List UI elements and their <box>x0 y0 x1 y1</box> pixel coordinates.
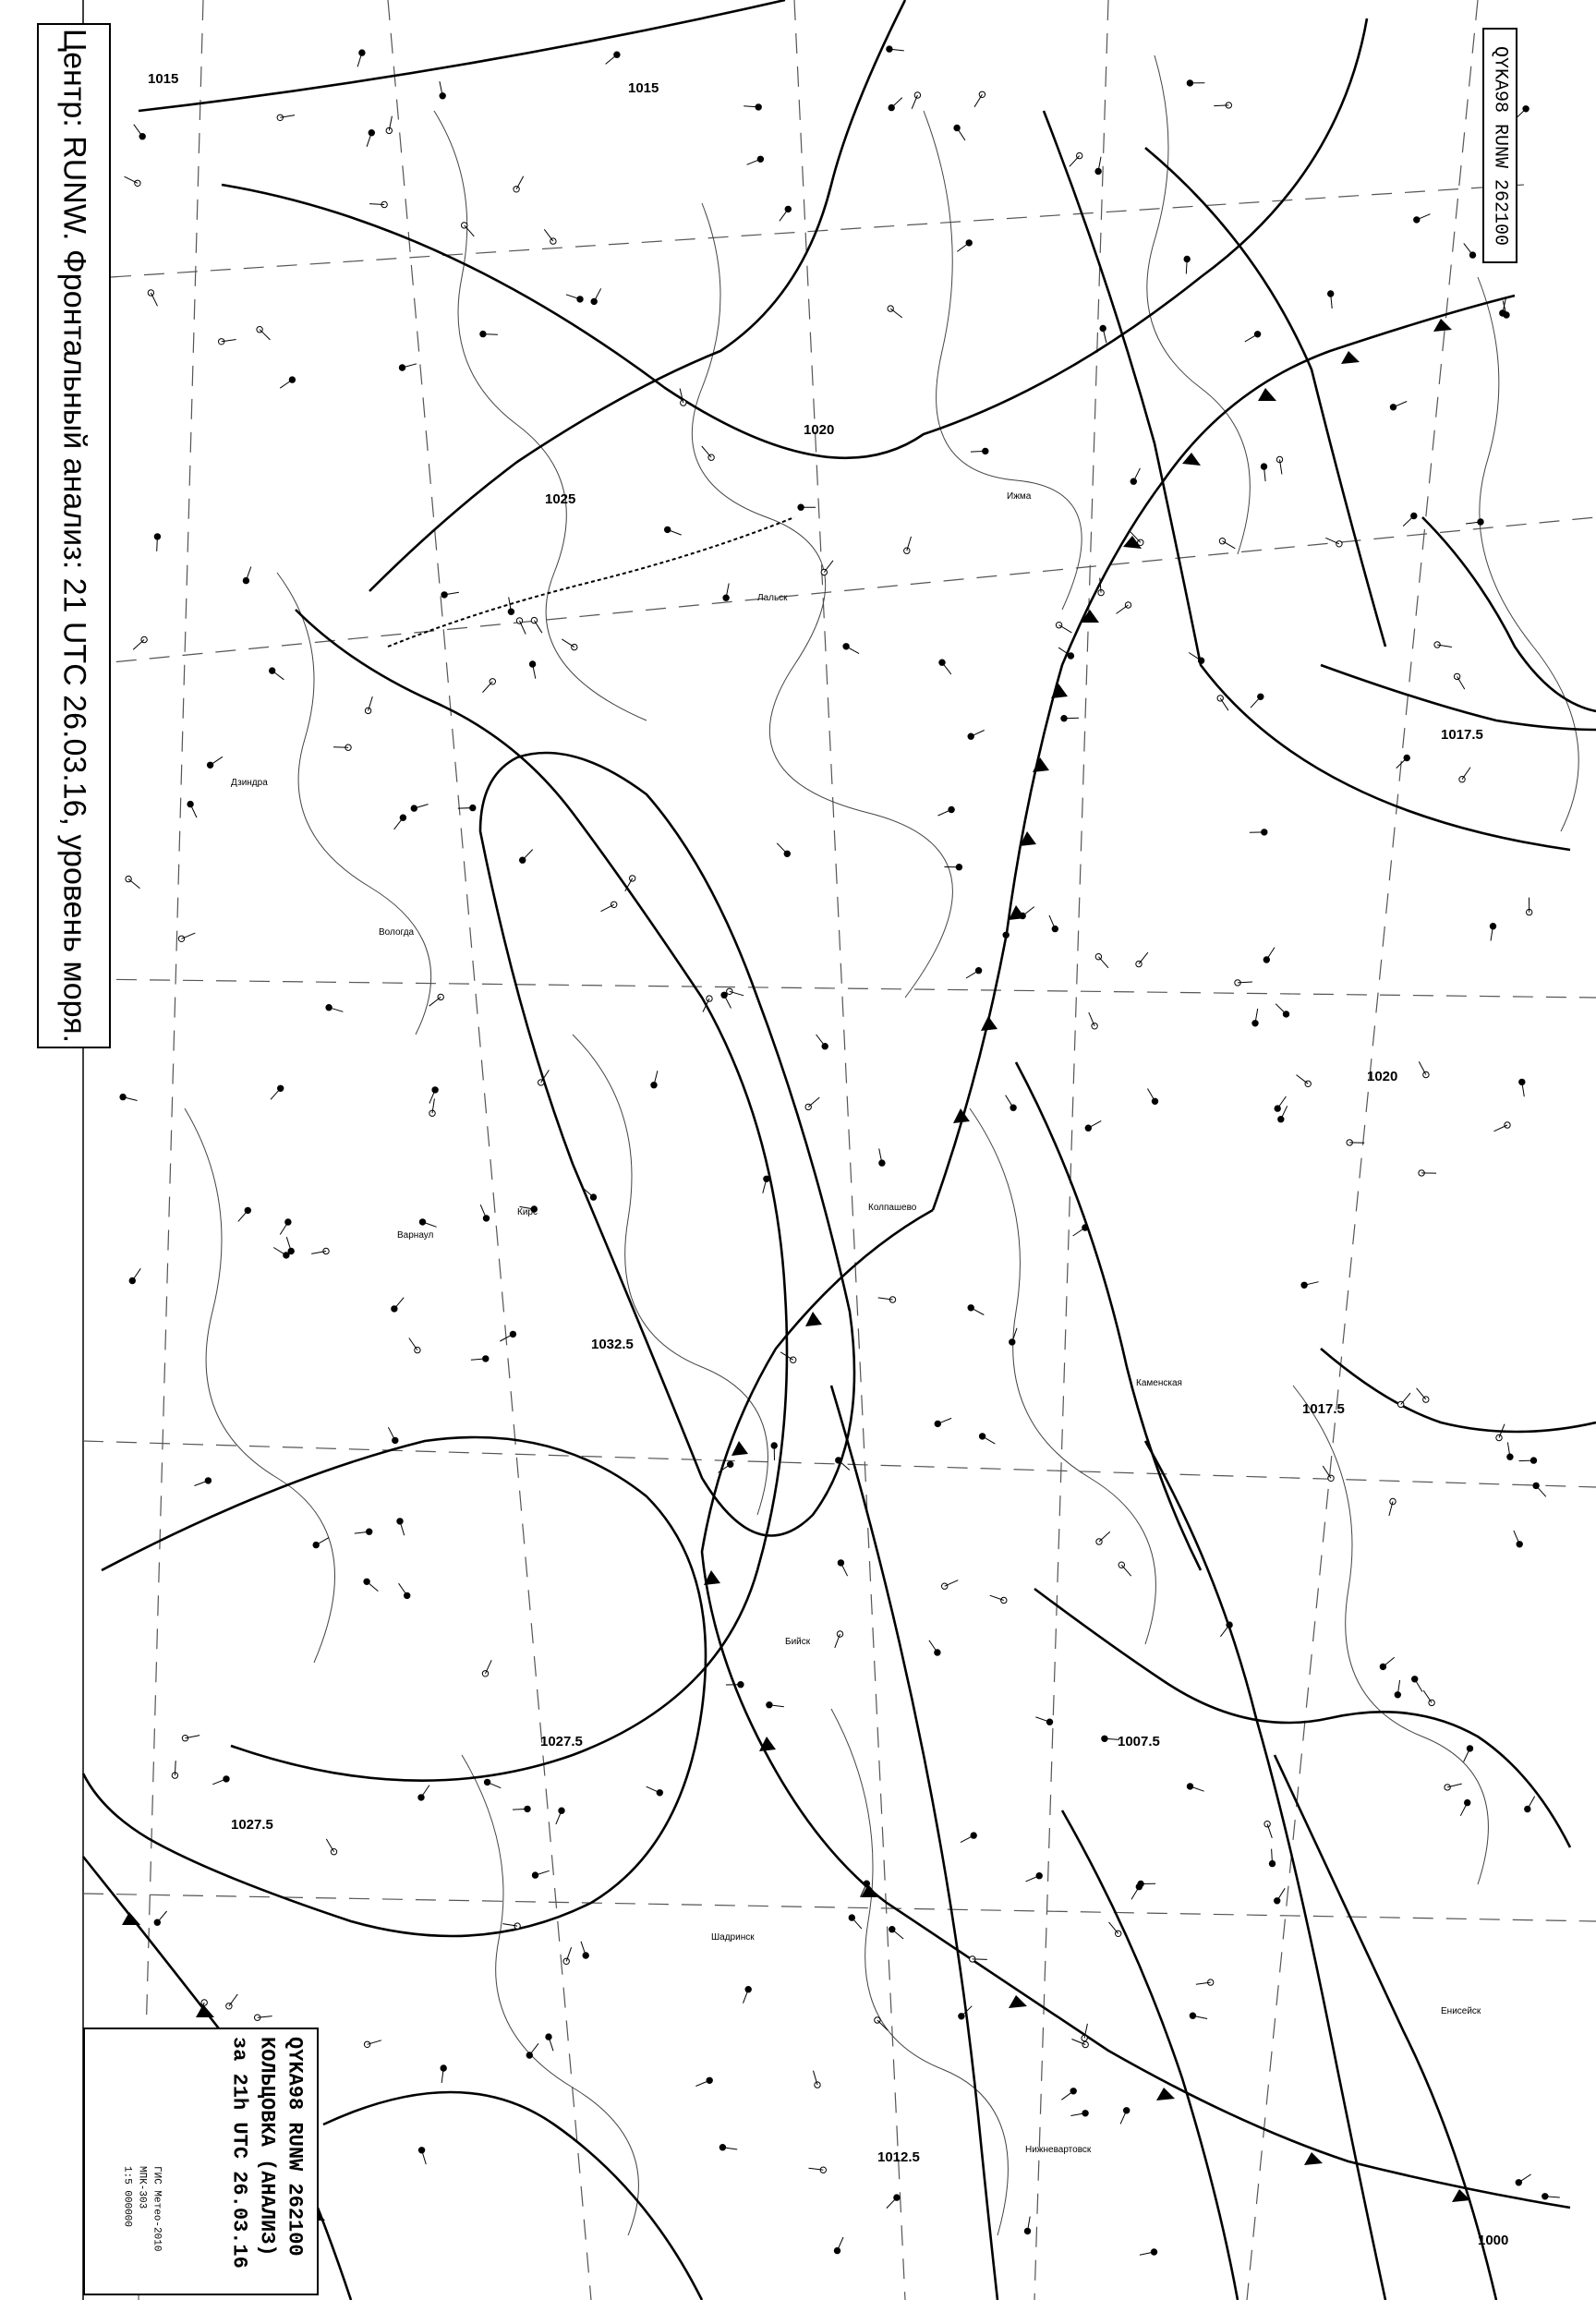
header-code-box <box>1482 28 1517 263</box>
isobar-label: 1025 <box>545 491 576 507</box>
station-marker <box>949 806 954 812</box>
station-marker <box>1010 1105 1016 1110</box>
isobar-label: 1015 <box>628 80 659 96</box>
station-name: Енисейск <box>1441 2006 1481 2016</box>
station-name: Вологда <box>379 927 415 938</box>
station-marker <box>1275 1106 1280 1111</box>
station-marker <box>1423 1071 1429 1077</box>
isobar-label: 1007.5 <box>1118 1734 1160 1749</box>
station-marker <box>418 1795 424 1800</box>
station-marker <box>326 1005 332 1011</box>
isobar-label: 1027.5 <box>231 1817 273 1833</box>
station-name: Варнаул <box>397 1230 434 1241</box>
wind-barb <box>973 1959 987 1960</box>
station-marker <box>1198 658 1203 663</box>
legend-line-time: за 21h UTC 26.03.16 <box>227 2037 250 2269</box>
isobar-label: 1017.5 <box>1441 727 1483 743</box>
wind-barb <box>1519 1460 1534 1461</box>
station-marker <box>365 708 370 713</box>
map-title-box <box>37 23 111 1048</box>
wind-barb <box>1214 105 1228 106</box>
legend-line-station: КОЛЬЦОВКА (АНАЛИЗ) <box>255 2037 278 2257</box>
station-name: Ижма <box>1007 491 1032 502</box>
station-marker <box>1068 653 1073 659</box>
wind-barb <box>483 334 498 335</box>
station-marker <box>405 1592 410 1598</box>
wind-barb <box>971 451 985 452</box>
legend-line-projection: МПК-303 <box>136 2166 147 2209</box>
wind-barb <box>458 808 473 809</box>
header-code: QYKA98 RUNW 262100 <box>1489 45 1511 246</box>
legend-line-code: QYKA98 RUNW 262100 <box>283 2037 306 2257</box>
map-title: Центр: RUNW. Фронтальный анализ: 21 UTC 26.03.16, уровень моря. <box>56 28 92 1044</box>
station-marker <box>975 968 981 974</box>
station-marker <box>532 1872 538 1878</box>
station-marker <box>243 577 248 583</box>
station-marker <box>418 2148 424 2153</box>
station-marker <box>393 1437 398 1443</box>
isobar-label: 1000 <box>1478 2233 1509 2248</box>
station-marker <box>284 1253 289 1258</box>
station-marker <box>1092 1023 1097 1029</box>
isobar-label: 1020 <box>1367 1069 1398 1084</box>
station-marker <box>313 1542 319 1547</box>
legend-line-scale: 1:5 000000 <box>121 2166 132 2228</box>
station-name: Каменская <box>1136 1378 1182 1388</box>
isobar-label: 1032.5 <box>591 1337 634 1352</box>
station-name: Нижневартовск <box>1025 2145 1092 2155</box>
legend-line-software: ГИС Метео-2010 <box>151 2166 162 2252</box>
isobar-label: 1020 <box>804 422 835 438</box>
station-marker <box>483 1216 489 1221</box>
station-marker <box>1429 1700 1434 1705</box>
station-name: Лальск <box>757 593 788 603</box>
station-name: Шадринск <box>711 1932 755 1943</box>
station-name: Кирс <box>517 1207 538 1217</box>
station-marker <box>1082 1225 1088 1230</box>
isobar-label: 1012.5 <box>877 2149 920 2165</box>
station-name: Колпашево <box>868 1203 917 1213</box>
wind-barb <box>157 537 158 551</box>
station-name: Бийск <box>785 1637 811 1647</box>
wind-barb <box>513 1809 527 1810</box>
isobar-label: 1027.5 <box>540 1734 583 1749</box>
legend-box <box>83 2028 319 2295</box>
isobar-label: 1017.5 <box>1302 1401 1345 1417</box>
isobar-label: 1015 <box>148 71 179 87</box>
station-marker <box>979 91 985 97</box>
station-marker <box>1010 1339 1015 1345</box>
station-marker <box>415 1347 420 1352</box>
wind-barb <box>1064 718 1079 719</box>
station-marker <box>1254 332 1260 337</box>
station-marker <box>935 1421 940 1426</box>
station-name: Дзиндра <box>231 778 268 788</box>
legend-content <box>83 2028 319 2295</box>
station-marker <box>1336 541 1342 547</box>
station-marker <box>538 1080 544 1085</box>
station-marker <box>364 2041 369 2047</box>
